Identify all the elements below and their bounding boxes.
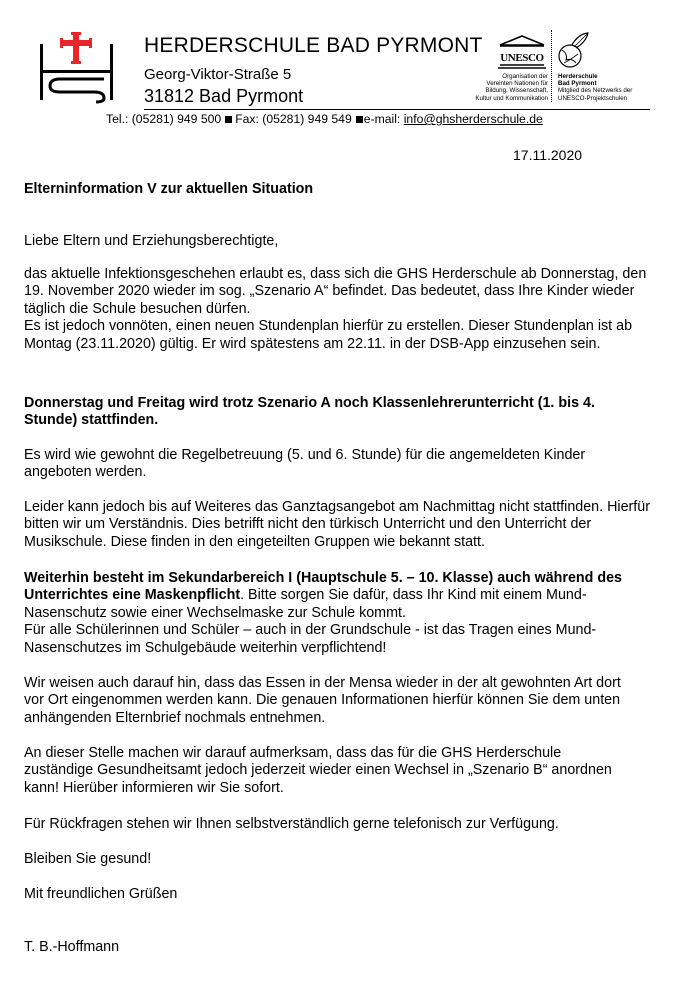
hs-cross-logo-icon — [38, 30, 118, 104]
school-city: 31812 Bad Pyrmont — [144, 86, 304, 106]
letter-date: 17.11.2020 — [513, 147, 583, 163]
logo-divider — [551, 30, 552, 102]
paragraph-stay-healthy: Bleiben Sie gesund! — [24, 851, 152, 867]
unesco-caption: Organisation der Vereinten Nationen für Bildung, Wissenschaft, Kultur und Kommunikation — [475, 73, 548, 102]
paragraph-class-teacher: Donnerstag und Freitag wird trotz Szenario A noch Klassenlehrerunterricht (1. bis 4. Stunde) stattfinden. — [24, 395, 595, 429]
paragraph-mask: Weiterhin besteht im Sekundarbereich I (Hauptschule 5. – 10. Klasse) auch während des Unterrichtes eine Maskenpflicht. Bitte sorgen Sie dafür, dass Ihr Kind mit einem Mund- Nasenschutz sowie einer Wechselmaske zur Schule kommt. Für alle Schülerinnen und Schüler – auch in der Grundschule - ist das Tragen eines Mund-Nasenschutzes im Schulgebäude weiterhin verpflichtend! — [24, 570, 623, 656]
signature: T. B.-Hoffmann — [24, 939, 120, 955]
bullet-square-icon — [225, 116, 232, 123]
paragraph-canteen: Wir weisen auch darauf hin, dass das Essen in der Mensa wieder in der alt gewohnten Art dort vor Ort eingenommen werden kann. Die genauen Informationen hierfür können Sie dem unten anhängenden Elternbrief nochmals entnehmen. — [24, 675, 621, 726]
paragraph-all-day: Leider kann jedoch bis auf Weiteres das Ganztagsangebot am Nachmittag nicht stattfinden. Hierfür bitten wir um Verständnis. Dies betrifft nicht den türkisch Unterricht und den Unterricht der Musikschule. Diese finden in den eingeteilten Gruppen wie bekannt statt. — [24, 499, 650, 550]
contact-line — [106, 112, 543, 126]
school-street: Georg-Viktor-Straße 5 — [144, 66, 292, 83]
closing: Mit freundlichen Grüßen — [24, 886, 178, 902]
letterhead-rule — [144, 109, 650, 110]
school-name: HERDERSCHULE BAD PYRMONT — [144, 34, 483, 57]
paragraph-health-office: An dieser Stelle machen wir darauf aufmerksam, dass das für die GHS Herderschule zuständige Gesundheitsamt jedoch jederzeit wieder einen Wechsel in „Szenario B“ anordnen kann! Hierüber informieren wir Sie sofort. — [24, 745, 612, 796]
globe-leaf-icon — [556, 30, 592, 72]
paragraph-scenario-a: das aktuelle Infektionsgeschehen erlaubt es, dass sich die GHS Herderschule ab Donnerstag, den 19. November 2020 wieder im sog. „Szenario A“ befindet. Das bedeutet, dass Ihre Kinder wieder täglich die Schule besuchen dürfen. Es ist jedoch vonnöten, einen neuen Stundenplan hierfür zu erstellen. Dieser Stundenplan ist ab Montag (23.11.2020) gültig. Er wird spätestens am 22.11. in der DSB-App einzusehen sein. — [24, 266, 647, 352]
contact-email-label: e-mail: — [363, 112, 401, 126]
letter-subject: Elterninformation V zur aktuellen Situation — [24, 181, 314, 197]
school-logo — [38, 30, 118, 104]
contact-email-link[interactable]: info@ghsherderschule.de — [403, 112, 543, 126]
contact-tel: Tel.: (05281) 949 500 — [106, 112, 222, 126]
unesco-temple-icon — [497, 34, 547, 70]
paragraph-contact: Für Rückfragen stehen wir Ihnen selbstverständlich gerne telefonisch zur Verfügung. — [24, 816, 559, 832]
svg-text:UNESCO: UNESCO — [500, 52, 544, 64]
paragraph-care: Es wird wie gewohnt die Regelbetreuung (5. und 6. Stunde) für die angemeldeten Kinder angeboten werden. — [24, 447, 586, 481]
school-globe-logo — [556, 30, 592, 72]
bullet-square-icon — [356, 116, 363, 123]
school-network-caption: Herderschule Bad Pyrmont Mitglied des Netzwerks der UNESCO-Projektschulen — [558, 73, 633, 102]
salutation: Liebe Eltern und Erziehungsberechtigte, — [24, 233, 279, 249]
contact-fax: Fax: (05281) 949 549 — [235, 112, 352, 126]
unesco-logo — [497, 34, 547, 70]
